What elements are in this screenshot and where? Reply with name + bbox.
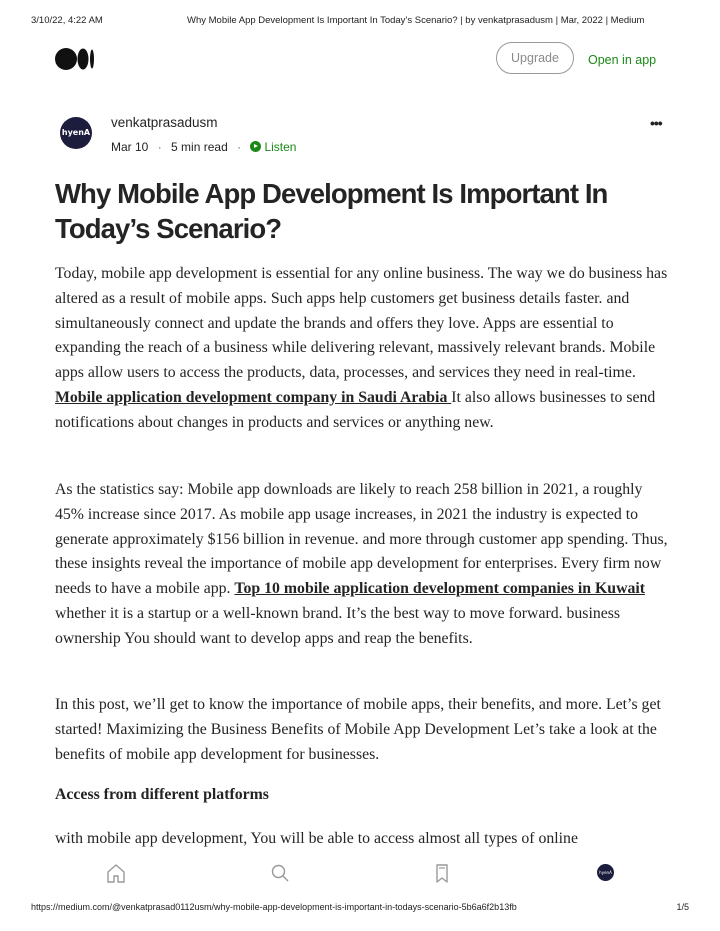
saudi-arabia-link[interactable]: Mobile application development company in Saudi Arabia — [55, 388, 452, 406]
paragraph-1-text: Today, mobile app development is essential for any online business. The way we do business has altered as a result of mobile apps. Such apps help customers get business details faster. and simultaneously connect and update the brands and offers they love. Apps are essential to expanding the reach of a business while delivering relevant, massively relevant brands. Mobile apps allow users to access the products, data, processes, and services they need in real-time. — [55, 265, 668, 382]
paragraph-1 — [55, 262, 670, 436]
kuwait-link[interactable]: Top 10 mobile application development companies in Kuwait — [234, 580, 646, 598]
author-avatar[interactable]: hyenA — [60, 117, 92, 149]
profile-avatar[interactable]: hyenA — [597, 864, 614, 881]
bottom-nav — [0, 862, 720, 888]
author-name[interactable]: venkatprasadusm — [111, 115, 218, 130]
upgrade-button[interactable]: Upgrade — [496, 42, 574, 74]
paragraph-3: In this post, we’ll get to know the importance of mobile apps, their benefits, and more. Let’s get started! Maximizing the Business Benefits of Mobile App Development Let’s take a look at the benefits of mobile app development for businesses. — [55, 696, 661, 763]
publish-date: Mar 10 — [111, 140, 149, 154]
paragraph-2 — [55, 478, 670, 652]
article-title: Why Mobile App Development Is Important In Today’s Scenario? — [55, 178, 608, 244]
search-icon[interactable] — [270, 862, 290, 884]
more-icon[interactable]: ••• — [650, 115, 662, 131]
read-time: 5 min read — [171, 140, 228, 154]
separator-dot: · — [157, 140, 162, 154]
bookmark-icon[interactable] — [432, 862, 452, 884]
article-meta — [111, 140, 296, 154]
listen-button[interactable] — [250, 140, 296, 154]
open-in-app-link[interactable]: Open in app — [588, 53, 657, 67]
print-header — [0, 15, 720, 29]
paragraph-2-text: As the statistics say: Mobile app downloads are likely to reach 258 billion in 2021, a roughly 45% increase since 2017. As mobile app usage increases, in 2021 the industry is expected to generate approximately $156 billion in revenue. and more through customer app spending. Thus, these insights reveal the importance of mobile app development for enterprises. Every firm now needs to have a mobile app. — [55, 481, 668, 598]
medium-logo-icon[interactable] — [55, 47, 95, 71]
section-heading: Access from different platforms — [55, 786, 269, 803]
print-page-title: Why Mobile App Development Is Important In Today’s Scenario? | by venkatprasadusm | Mar, 2022 | Medium — [187, 15, 645, 26]
print-date: 3/10/22, 4:22 AM — [31, 15, 103, 26]
home-icon[interactable] — [106, 862, 126, 884]
separator-dot: · — [237, 140, 242, 154]
print-url: https://medium.com/@venkatprasad0112usm/why-mobile-app-development-is-important-in-todays-scenario-5b6a6f2b13fb — [31, 902, 517, 912]
play-icon — [250, 141, 261, 152]
print-page-number: 1/5 — [676, 902, 689, 912]
paragraph-1-text-end: It also allows businesses to send notifications about changes in products and services or anything new. — [55, 388, 656, 431]
listen-label: Listen — [264, 140, 297, 154]
paragraph-2-text-end: whether it is a startup or a well-known brand. It’s the best way to move forward. business ownership You should want to develop apps and reap the benefits. — [55, 604, 621, 647]
paragraph-4: with mobile app development, You will be able to access almost all types of online — [55, 830, 578, 847]
